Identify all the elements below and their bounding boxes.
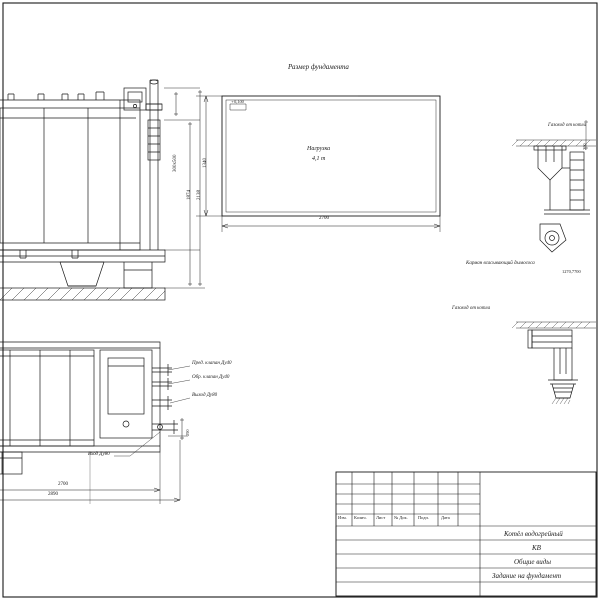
flue-duct-upper-group — [512, 120, 596, 252]
foundation-load-label: Нагрузка — [307, 146, 331, 152]
plan-callout-outlet: Выход Ду80 — [192, 393, 218, 398]
title-line-model: КВ — [532, 544, 541, 552]
title-line-task: Задание на фундамент — [492, 572, 562, 580]
side-dim-overall-height: 2138 — [197, 190, 202, 200]
title-col-list: Лист — [376, 515, 386, 520]
foundation-title: Размер фундамента — [288, 63, 349, 71]
plan-callout-inlet: Вход Ду80 — [88, 452, 110, 457]
foundation-load-value: 4,1 т — [312, 156, 326, 162]
plan-dim-length-inner: 2700 — [58, 482, 68, 487]
title-col-data: Дата — [441, 515, 450, 520]
flue-dim-right-top: 250 — [582, 143, 587, 150]
title-col-kolich: Колич. — [354, 515, 367, 520]
title-col-ndok: № Док. — [394, 515, 408, 520]
side-dim-top-block: 300x500 — [173, 154, 178, 172]
plan-view-group — [0, 342, 190, 504]
plan-dim-length-outer: 2890 — [48, 492, 58, 497]
foundation-plan-group — [196, 96, 440, 232]
foundation-elevation-label: +0,100 — [231, 99, 244, 104]
title-line-views: Общие виды — [514, 558, 552, 566]
plan-dim-small: 290 — [185, 429, 190, 436]
flue-dim-right-bottom: 1270,7700 — [562, 269, 581, 274]
flue-top-label: Газоход от котла — [548, 123, 587, 128]
title-col-izm: Изм. — [338, 515, 347, 520]
side-view-group — [0, 80, 205, 300]
title-line-name: Котёл водогрейный — [504, 530, 563, 538]
flue-fan-label: Карман всасывающий дымососа — [466, 261, 535, 266]
foundation-dim-width: 2700 — [319, 216, 329, 221]
title-col-podp: Подп. — [418, 515, 429, 520]
flue-duct-lower-group — [512, 322, 596, 404]
plan-callout-check-valve: Обр. клапан Ду40 — [192, 375, 230, 380]
side-dim-inner-height: 1874 — [187, 190, 192, 200]
flue-bottom-label: Газоход от котла — [452, 306, 491, 311]
plan-callout-safety-valve: Пред. клапан Ду40 — [192, 361, 232, 366]
foundation-dim-height: 1340 — [203, 158, 208, 168]
